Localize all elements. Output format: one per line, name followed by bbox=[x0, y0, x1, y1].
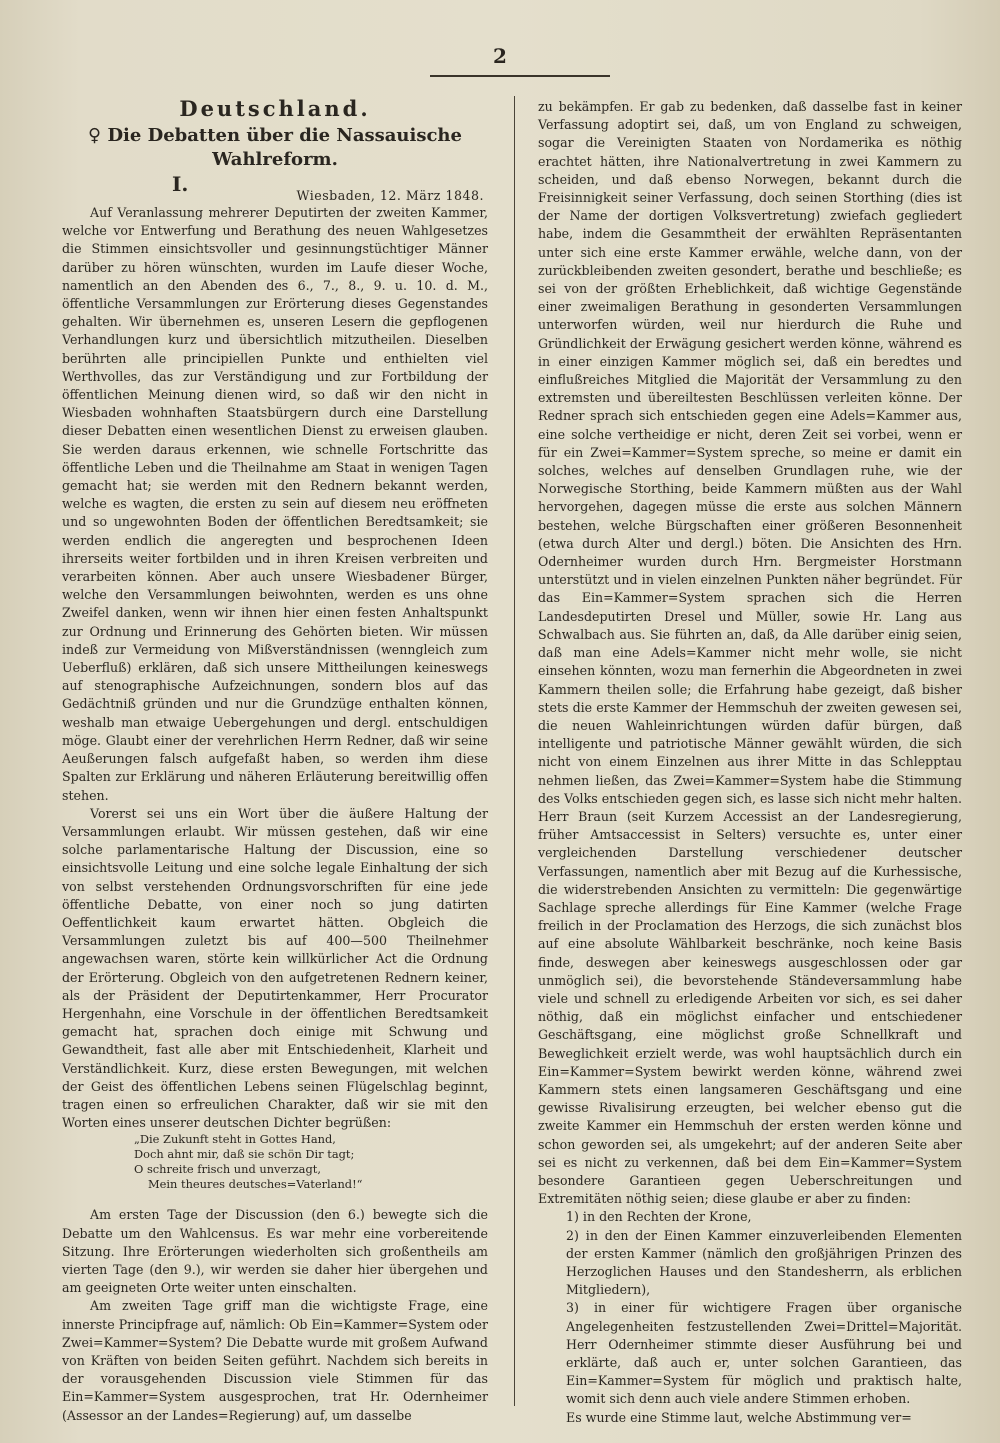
article-headline: ♀ Die Debatten über die Nassauische Wahlreform. bbox=[88, 125, 462, 170]
closing-line: Es wurde eine Stimme laut, welche Abstimmung ver= bbox=[566, 1409, 912, 1425]
poem-line: Mein theures deutsches=Vaterland!“ bbox=[148, 1177, 363, 1192]
list-item: 1) in den Rechten der Krone, bbox=[566, 1209, 752, 1225]
column-divider bbox=[514, 96, 515, 1406]
left-paragraph: Am zweiten Tage griff man die wichtigste Frage, eine innerste Principfrage auf, nämlich: Ob Ein=Kammer=System oder Zwei=Kammer=System? Die Debatte wurde mit großem Aufwand von Kräften von beiden Seiten geführt. Nachdem sich bereits in der vorausgehenden Discussion viele Stimmen für das Ein=Kammer=System ausgesprochen, trat Hr. Odernheimer (Assessor an der Landes=Regierung) auf, um dasselbe bbox=[62, 1298, 488, 1423]
poem-line: Doch ahnt mir, daß sie schön Dir tagt; bbox=[134, 1147, 355, 1162]
list-item: 2) in den der Einen Kammer einzuverleibenden Elementen der ersten Kammer (nämlich den großjährigen Prinzen des Herzoglichen Hauses und den Standesherrn, als erblichen Mitgliedern), bbox=[566, 1227, 962, 1298]
left-paragraph: Am ersten Tage der Discussion (den 6.) bewegte sich die Debatte um den Wahlcensus. Es war mehr eine vorbereitende Sitzung. Ihre Erörterungen wiederholten sich großentheils am vierten Tage (den 9.), wir werden sie daher hier übergehen und am geeigneten Orte weiter unten einschalten. bbox=[62, 1207, 488, 1296]
poem-line: O schreite frisch und unverzagt, bbox=[134, 1162, 321, 1177]
poem-line: „Die Zukunft steht in Gottes Hand, bbox=[134, 1132, 336, 1147]
poem-quote bbox=[134, 1132, 488, 1192]
article-numeral: I. bbox=[172, 172, 189, 196]
left-paragraph: Vorerst sei uns ein Wort über die äußere Haltung der Versammlungen erlaubt. Wir müssen gestehen, daß wir eine solche parlamentarische Haltung der Discussion, eine so einsichtsvolle Leitung und eine solche legale Einhaltung der sich von selbst verstehenden Ordnungsvorschriften für eine jede öffentliche Debatte, von einer noch so jung datirten Oeffentlichkeit kaum erwartet hätten. Obgleich die Versammlungen zuletzt bis auf 400—500 Theilnehmer angewachsen waren, störte kein willkürlicher Act die Ordnung der Erörterung. Obgleich von den aufgetretenen Rednern keiner, als der Präsident der Deputirtenkammer, Herr Procurator Hergenhahn, eine Vorschule in der öffentlichen Beredtsamkeit gemacht hat, sprachen doch einige mit Schwung und Gewandtheit, fast alle aber mit Entschiedenheit, Klarheit und Verständlichkeit. Kurz, diese ersten Bewegungen, mit welchen der Geist des öffentlichen Lebens seinen Flügelschlag beginnt, tragen einen so erfreulichen Charakter, daß wir sie mit den Worten eines unserer deutschen Dichter begrüßen: bbox=[62, 805, 488, 1131]
article-dateline: Wiesbaden, 12. März 1848. bbox=[296, 188, 484, 203]
list-item: 3) in einer für wichtigere Fragen über organische Angelegenheiten festzustellenden Zwei=Drittel=Majorität. Herr Odernheimer stimmte dieser Ausführung bei und erklärte, daß auch er, unter solchen Garantieen, das Ein=Kammer=System für möglich und praktisch halte, womit sich denn auch viele andere Stimmen erhoben. bbox=[566, 1300, 962, 1407]
header-rule bbox=[430, 75, 610, 77]
left-column bbox=[62, 96, 488, 1425]
left-paragraph: Auf Veranlassung mehrerer Deputirten der zweiten Kammer, welche vor Entwerfung und Berathung des neuen Wahlgesetzes die Stimmen einsichtsvoller und gesinnungstüchtiger Männer darüber zu hören wünschten, wurden im Laufe dieser Woche, namentlich an den Abenden des 6., 7., 8., 9. u. 10. d. M., öffentliche Versammlungen zur Erörterung dieses Gegenstandes gehalten. Wir übernehmen es, unseren Lesern die gepflogenen Verhandlungen kurz und übersichtlich mitzutheilen. Dieselben berührten alle principiellen Punkte und enthielten viel Werthvolles, das zur Verständigung und zur Fortbildung der öffentlichen Meinung dienen wird, so daß wir den nicht in Wiesbaden wohnhaften Staatsbürgern durch eine Darstellung dieser Debatten einen wesentlichen Dienst zu erweisen glauben. Sie werden daraus erkennen, wie schnelle Fortschritte das öffentliche Leben und die Theilnahme am Staat in wenigen Tagen gemacht hat; sie werden mit den Rednern bekannt werden, welche es wagten, die ersten zu sein auf diesem neu eröffneten und so ungewohnten Boden der öffentlichen Beredtsamkeit; sie werden endlich die angeregten und besprochenen Ideen ihrerseits weiter fortbilden und in ihren Kreisen verbreiten und verarbeiten können. Aber auch unsere Wiesbadener Bürger, welche den Versammlungen beiwohnten, werden es uns ohne Zweifel danken, wenn wir ihnen hier einen festen Anhaltspunkt zur Ordnung und Erinnerung des Gehörten bieten. Wir müssen indeß zur Vermeidung von Mißverständnissen (wenngleich zum Ueberfluß) erklären, daß sich unsere Mittheilungen keineswegs auf stenographische Aufzeichnungen, sondern blos auf das Gedächtniß gründen und nur die Grundzüge enthalten können, weshalb man etwaige Uebergehungen und dergl. entschuldigen möge. Glaubt einer der verehrlichen Herrn Redner, daß wir seine Aeußerungen falsch aufgefaßt haben, so werden ihm diese Spalten zur Erklärung und näheren Erläuterung bereitwillig offen stehen. bbox=[62, 205, 488, 803]
page-number: 2 bbox=[493, 44, 507, 68]
right-column bbox=[538, 98, 962, 1427]
right-paragraph: zu bekämpfen. Er gab zu bedenken, daß dasselbe fast in keiner Verfassung adoptirt sei, daß, um von England zu schweigen, sogar die Vereinigten Staaten von Nordamerika es nöthig erachtet hätten, ihre Nationalvertretung in zwei Kammern zu scheiden, und daß ebenso Norwegen, bekannt durch die Freisinnigkeit seiner Verfassung, doch seinen Storthing (dies ist der Name der dortigen Volksvertretung) zwiefach gegliedert habe, indem die Gesammtheit der erwählten Repräsentanten unter sich eine erste Kammer erwähle, welche dann, von der zurückbleibenden zweiten gesondert, berathe und beschließe; es sei von der größten Erheblichkeit, daß wichtige Gegenstände einer zweimaligen Berathung in gesonderten Versammlungen unterworfen würden, weil nur hierdurch die Ruhe und Gründlichkeit der Erwägung gesichert werden könne, während es in einer einzigen Kammer möglich sei, daß ein beredtes und einflußreiches Mitglied die Majorität der Versammlung zu den extremsten und übereiltesten Beschlüssen verleiten könne. Der Redner sprach sich entschieden gegen eine Adels=Kammer aus, eine solche vertheidige er nicht, deren Zeit sei vorbei, wenn er für ein Zwei=Kammer=System spreche, so meine er damit ein solches, welches auf denselben Grundlagen ruhe, wie der Norwegische Storthing, beide Kammern müßten aus der Wahl hervorgehen, dagegen müsse die erste aus solchen Männern bestehen, welche Bürgschaften einer größeren Besonnenheit (etwa durch Alter und dergl.) böten. Die Ansichten des Hrn. Odernheimer wurden durch Hrn. Bergmeister Horstmann unterstützt und in vielen einzelnen Punkten näher begründet. Für das Ein=Kammer=System sprachen sich die Herren Landesdeputirten Dresel und Müller, sowie Hr. Lang aus Schwalbach aus. Sie führten an, daß, da Alle darüber einig seien, daß man eine Adels=Kammer nicht mehr wolle, sie nicht einsehen könnten, wozu man fernerhin die Abgeordneten in zwei Kammern theilen solle; die Erfahrung habe gezeigt, daß bisher stets die erste Kammer der Hemmschuh der zweiten gewesen sei, die neuen Wahleinrichtungen würden dafür bürgen, daß intelligente und patriotische Männer gewählt würden, die sich nicht von einem Einzelnen aus ihrer Mitte in das Schlepptau nehmen ließen, das Zwei=Kammer=System habe die Stimmung des Volks entschieden gegen sich, es lasse sich nicht mehr halten. Herr Braun (seit Kurzem Accessist an der Landesregierung, früher Amtsaccessist in Selters) versuchte es, unter einer vergleichenden Darstellung verschiedener deutscher Verfassungen, namentlich aber mit Bezug auf die Kurhessische, die widerstrebenden Ansichten zu vermitteln: Die gegenwärtige Sachlage spreche allerdings für Eine Kammer (welche Frage freilich in der Proclamation des Herzogs, die sich zunächst blos auf eine absolute Wählbarkeit beschränke, noch keine Basis finde, deswegen aber keineswegs ausgeschlossen oder gar unmöglich sei), die bevorstehende Ständeversammlung habe viele und schnell zu erledigende Arbeiten vor sich, es sei daher nöthig, daß ein möglichst einfacher und entschiedener Geschäftsgang, eine möglichst große Schnellkraft und Beweglichkeit erzielt werde, was wohl hauptsächlich durch ein Ein=Kammer=System bewirkt werden könne, während zwei Kammern stets einen langsameren Geschäftsgang und eine gewisse Rivalisirung erzeugten, bei welcher ebenso gut die zweite Kammer ein Hemmschuh der ersten werden könne und schon geworden sei, als umgekehrt; auf der anderen Seite aber sei es nicht zu verkennen, daß bei dem Ein=Kammer=System besondere Garantieen gegen Ueberschreitungen und Extremitäten nöthig seien; diese glaube er aber zu finden: bbox=[538, 99, 962, 1207]
section-title: Deutschland. bbox=[179, 96, 371, 121]
